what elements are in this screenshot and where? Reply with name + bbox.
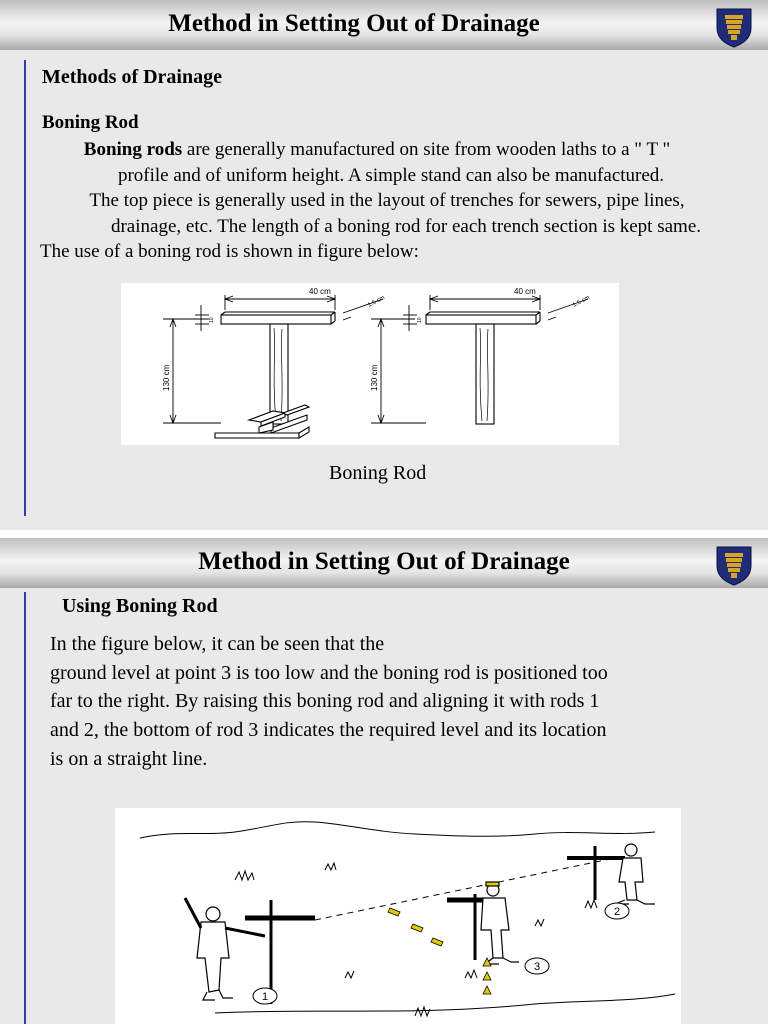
slide-2 — [0, 538, 768, 1024]
boning-rod-figure — [121, 283, 619, 445]
title-bar — [0, 538, 768, 588]
title-bar — [0, 0, 768, 50]
body-paragraph — [50, 630, 740, 774]
small-label-1: 10 — [209, 317, 215, 323]
para-line-4: and 2, the bottom of rod 3 indicates the required level and its location — [50, 719, 607, 742]
rod-2-label: 2 — [613, 906, 621, 918]
width-label-1: 40 cm — [309, 287, 331, 296]
body-paragraph — [40, 137, 752, 265]
para-line-4: drainage, etc. The length of a boning rod for each trench section is kept same. — [110, 215, 702, 237]
slide-title: Method in Setting Out of Drainage — [168, 10, 540, 37]
university-crest-icon — [714, 544, 754, 586]
sight-line — [315, 858, 615, 920]
para-line-1: In the figure below, it can be seen that the — [50, 633, 385, 655]
sub-heading: Boning Rod — [42, 112, 139, 133]
section-heading: Using Boning Rod — [62, 595, 218, 617]
rod-1-top-piece — [221, 315, 331, 324]
rod-1-label: 1 — [261, 991, 269, 1003]
para-line-2: profile and of uniform height. A simple stand can also be manufactured. — [117, 164, 665, 186]
accent-line — [24, 60, 26, 516]
para-line-3: The top piece is generally used in the layout of trenches for sewers, pipe lines, — [89, 190, 685, 211]
height-label-2: 130 cm — [370, 364, 379, 391]
para-line-3: far to the right. By raising this boning rod and aligning it with rods 1 — [50, 690, 600, 713]
rod-2-stem — [476, 324, 494, 424]
width-label-2: 40 cm — [514, 287, 536, 296]
boning-rod-field-illustration — [115, 808, 681, 1024]
surveyor-3 — [447, 882, 519, 964]
university-crest-icon — [714, 6, 754, 48]
rod-2-top-piece — [426, 315, 536, 324]
para-line-1-rest: are generally manufactured on site from wooden laths to a " T " — [182, 139, 671, 160]
para-line-5: The use of a boning rod is shown in figure below: — [40, 241, 419, 262]
small-label-2: 10 — [417, 317, 423, 323]
para-line-2: ground level at point 3 is too low and the boning rod is positioned too — [50, 661, 608, 684]
rod-3-label: 3 — [533, 961, 541, 973]
figure-caption: Boning Rod — [329, 462, 427, 484]
thick-label-1: 1.5 cm — [367, 295, 386, 309]
section-heading: Methods of Drainage — [42, 66, 222, 88]
accent-line — [24, 592, 26, 1024]
para-line-5: is on a straight line. — [50, 747, 208, 770]
horizon-hills — [140, 822, 655, 838]
rod-1-stand-base — [215, 433, 299, 438]
slide-separator — [0, 530, 768, 538]
thick-label-2: 1.5 cm — [572, 295, 591, 309]
bold-term: Boning rods — [83, 139, 183, 160]
slide-title: Method in Setting Out of Drainage — [198, 548, 570, 575]
height-label-1: 130 cm — [162, 364, 171, 391]
surveyor-2 — [567, 844, 655, 904]
rod-1-stem — [270, 324, 288, 424]
surveyor-1 — [185, 898, 315, 1004]
para-line-1 — [2, 137, 752, 163]
